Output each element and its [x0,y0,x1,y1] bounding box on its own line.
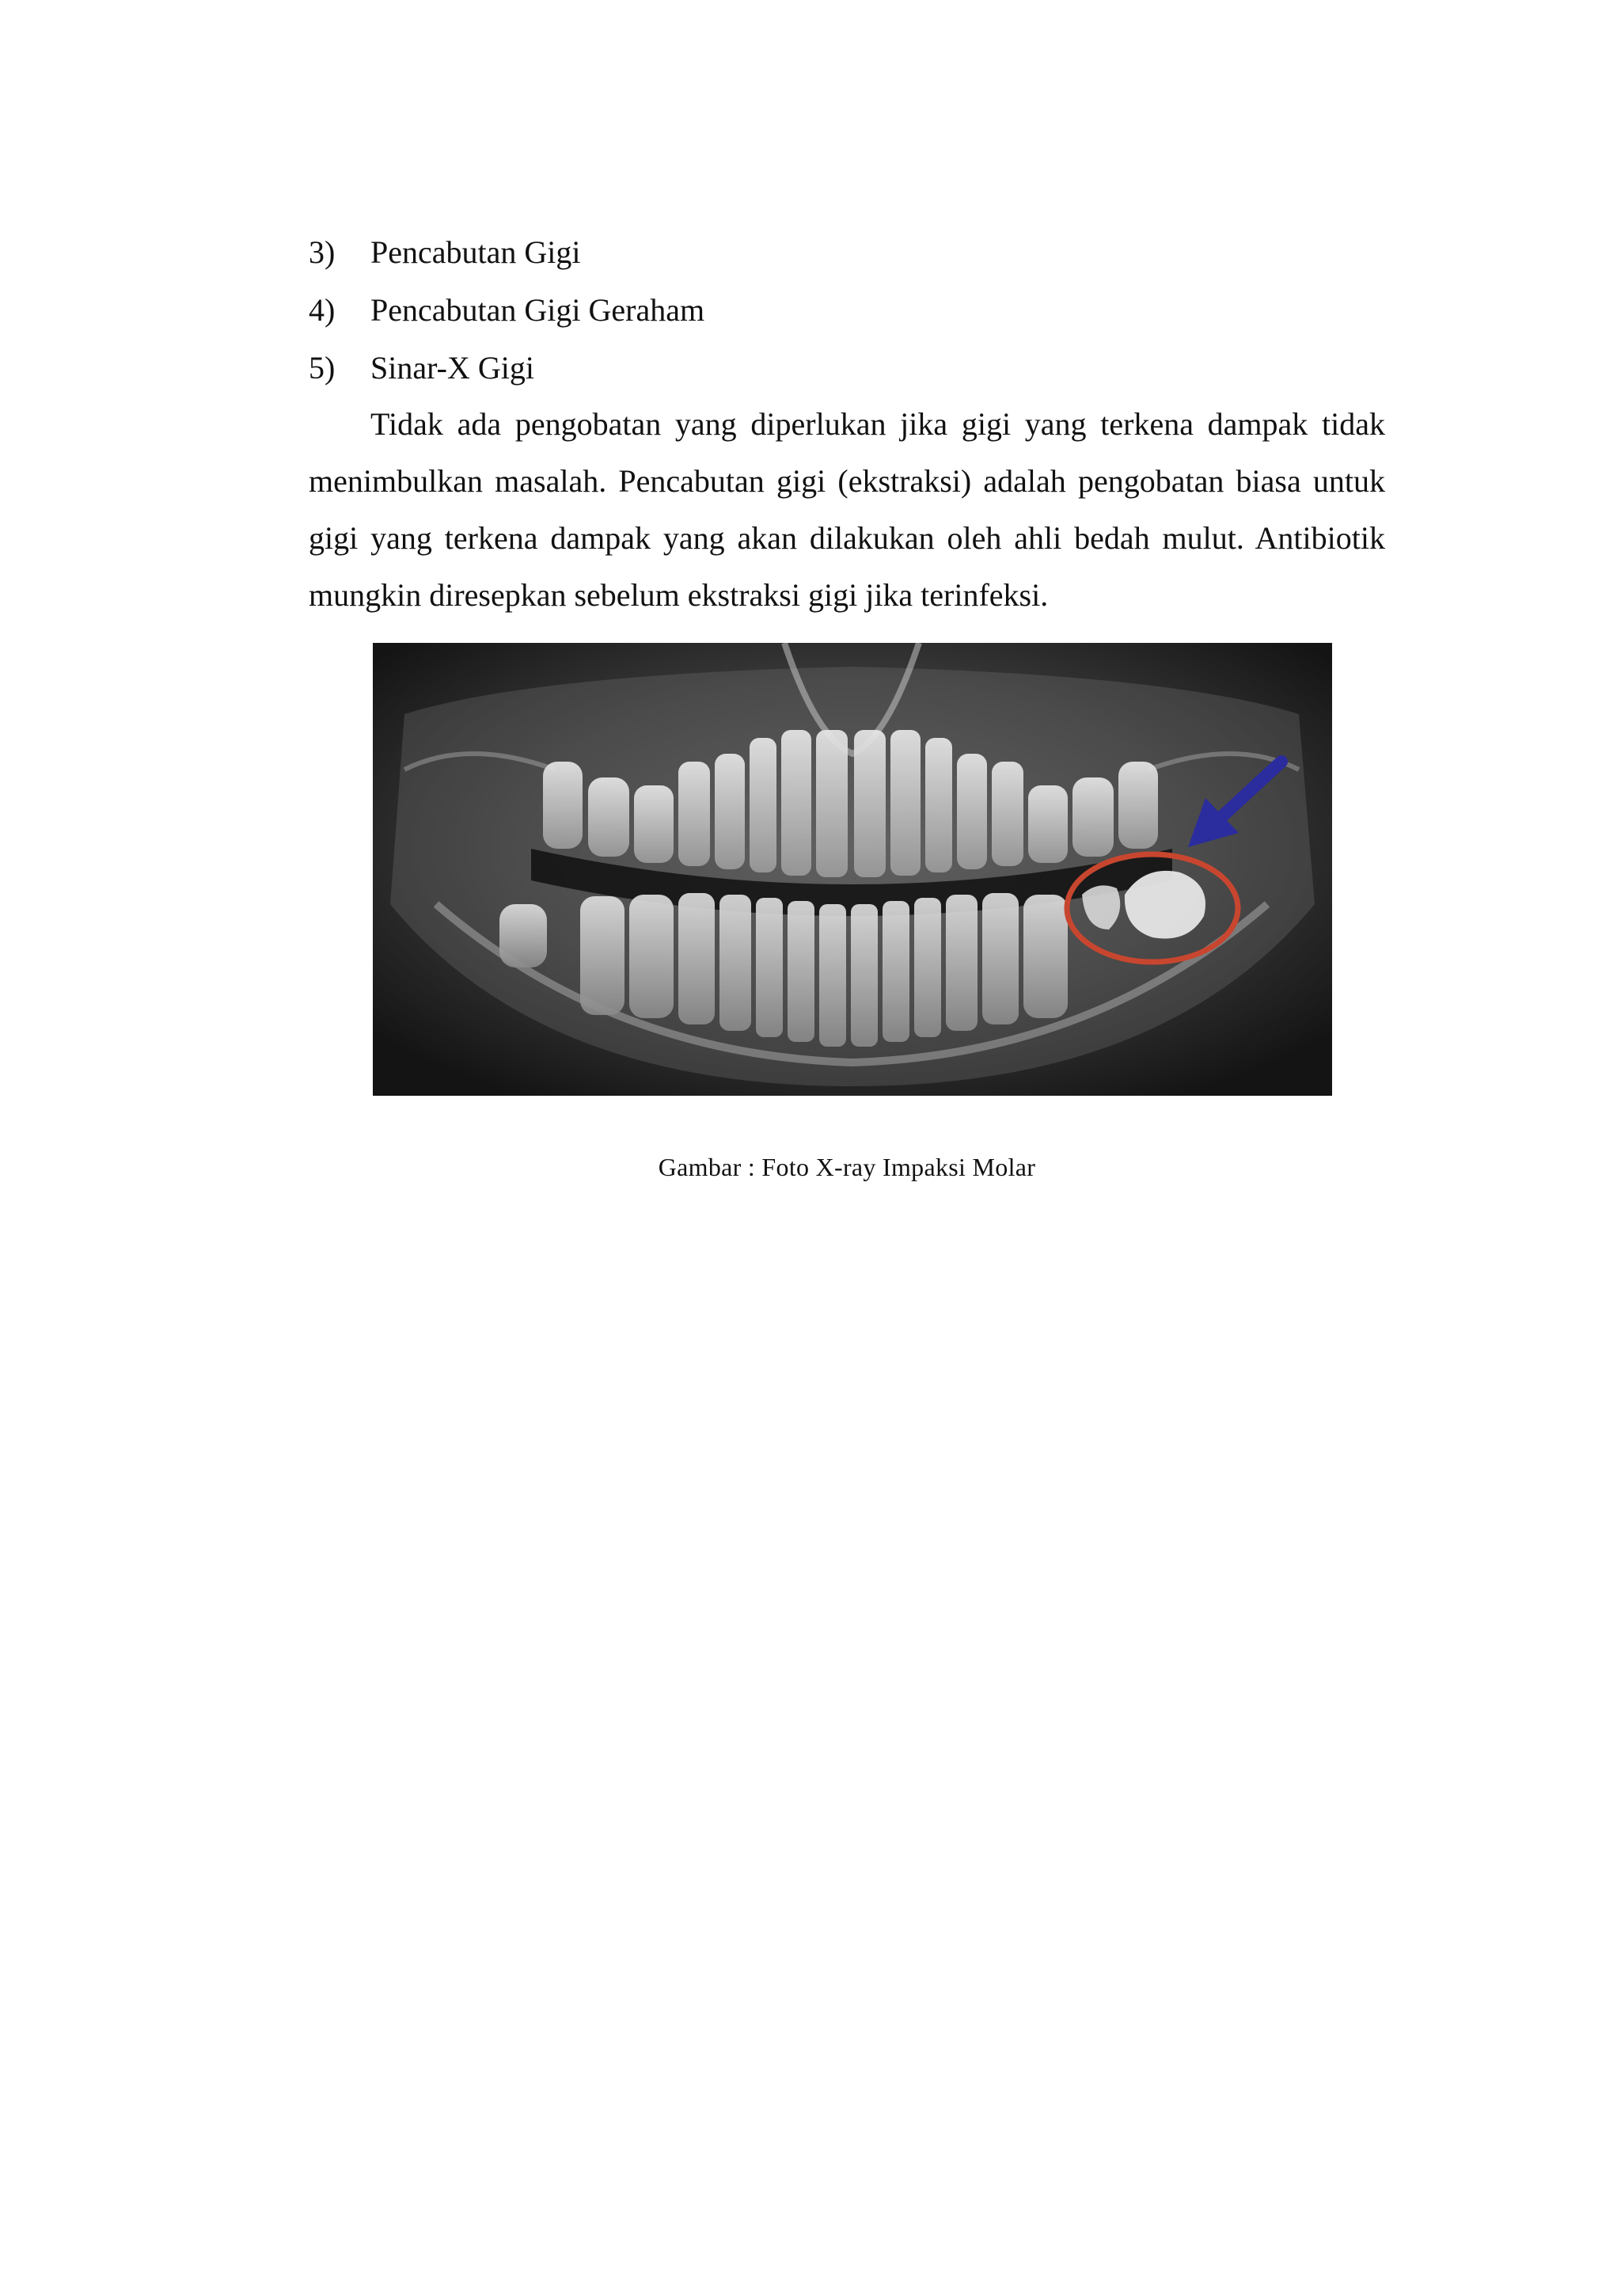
list-item [309,223,1385,281]
list-item-label: Pencabutan Gigi Geraham [370,292,705,328]
numbered-list [309,223,1385,397]
list-item-label: Pencabutan Gigi [370,234,581,270]
xray-image [373,643,1332,1096]
list-item-label: Sinar-X Gigi [370,350,534,386]
list-item [309,281,1385,339]
list-item-number: 3) [309,234,336,270]
list-item-number: 4) [309,292,336,328]
body-paragraph: Tidak ada pengobatan yang diperlukan jika gigi yang terkena dampak tidak menimbulkan masalah. Pencabutan gigi (ekstraksi) adalah pengobatan biasa untuk gigi yang terkena dampak yang akan dilakukan oleh ahli bedah mulut. Antibiotik mungkin diresepkan sebelum ekstraksi gigi jika terinfeksi. [309,406,1385,613]
list-item-number: 5) [309,350,336,386]
list-item [309,339,1385,397]
panoramic-xray-illustration [373,643,1332,1096]
figure-caption: Gambar : Foto X-ray Impaksi Molar [658,1153,1036,1181]
